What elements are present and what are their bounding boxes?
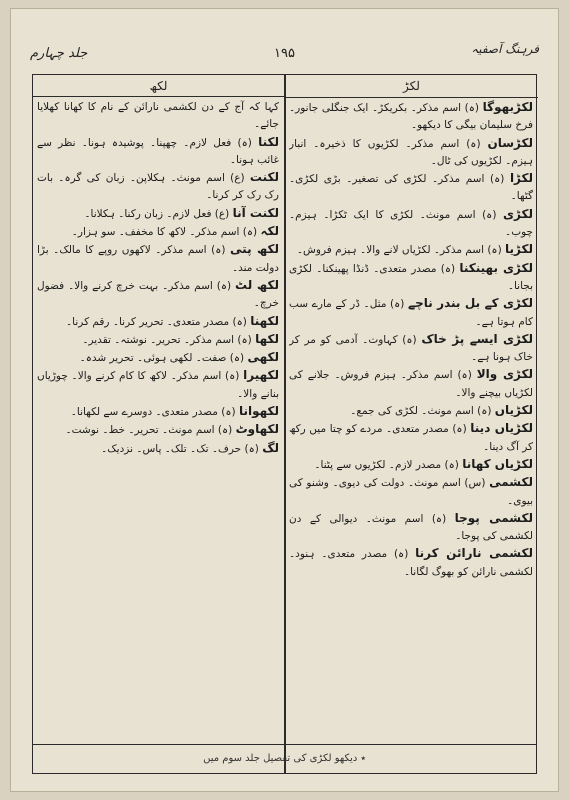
entry-definition: (ہ) مصدر لازم۔ لکڑیوں سے پٹنا۔: [314, 458, 459, 471]
right-column-heading: لکڑ: [285, 75, 538, 98]
dictionary-entry: [37, 99, 279, 134]
entry-headword: لکھ پتی: [230, 242, 279, 257]
entry-headword: لکنت: [249, 170, 279, 185]
entry-definition: (ہ) اسم مونث۔ لکڑی کا ایک ٹکڑا۔ ہیزم۔ چوب۔: [289, 208, 533, 239]
entry-definition: (ہ) اسم مونث۔ دیوالی کے دن لکشمی کی پوجا۔: [289, 512, 533, 543]
dictionary-entry: [37, 205, 279, 223]
right-column: [289, 99, 533, 743]
column-divider: [284, 75, 286, 773]
entry-headword: لگ: [262, 440, 279, 455]
dictionary-entry: [37, 134, 279, 170]
entry-headword: لکڑیاں دینا: [470, 421, 533, 436]
entry-definition: (ہ) اسم مذکر۔ لاکھ کا کام کرنے والا۔ چوڑیاں بنانے والا۔: [37, 370, 279, 400]
left-column: [37, 99, 279, 743]
page-header: [30, 38, 539, 66]
dictionary-entry: [289, 366, 533, 402]
entry-headword: لکھوانا: [238, 404, 279, 419]
dictionary-entry: [37, 277, 279, 313]
dictionary-entry: [289, 260, 533, 296]
entry-headword: لکڑی ایسے پڑ خاک: [421, 331, 533, 346]
entry-headword: لکھیرا: [243, 368, 279, 383]
entry-definition: (ہ) صفت۔ لکھی ہوئی۔ تحریر شدہ۔: [79, 352, 245, 365]
entry-definition: (ہ) اسم مذکر۔ بہت خرچ کرنے والا۔ فضول خرچ۔: [37, 279, 279, 310]
entry-definition: (ہ) مصدر متعدی۔ ڈنڈا پھینکنا۔ لکڑی بجانا۔: [289, 262, 533, 292]
entry-definition: (ہ) مثل۔ ڈر کے مارے سب کام ہوتا ہے۔: [289, 298, 533, 328]
entry-definition: (س) اسم مونث۔ دولت کی دیوی۔ وشنو کی بیوی۔: [289, 477, 533, 507]
dictionary-entry: [37, 367, 279, 403]
entry-headword: لکڑی والا: [476, 367, 533, 382]
entry-definition: (ہ) مصدر متعدی۔ دوسرے سے لکھانا۔: [70, 406, 236, 419]
dictionary-entry: [289, 420, 533, 456]
footer-note: ٭ دیکھو لکڑی کی تفصیل جلد سوم میں: [203, 753, 366, 764]
entry-headword: لکشمی: [489, 475, 533, 490]
dictionary-entry: [37, 313, 279, 331]
dictionary-entry: [37, 440, 279, 458]
dictionary-entry: [37, 241, 279, 277]
entry-headword: لکڑی: [503, 206, 533, 221]
entry-headword: لکشمی پوجا: [454, 510, 533, 525]
dictionary-entry: [37, 403, 279, 421]
entry-definition: (ہ) مصدر متعدی۔ تحریر کرنا۔ رقم کرنا۔: [66, 315, 247, 328]
dictionary-entry: [289, 510, 533, 546]
dictionary-entry: [37, 223, 279, 241]
entry-definition: (ہ) اسم مذکر۔ تحریر۔ نوشتہ۔ تقدیر۔: [82, 333, 252, 346]
dictionary-entry: [289, 331, 533, 367]
entry-definition: (ہ) مصدر متعدی۔ مردے کو چتا میں رکھ کر آگ دینا۔: [289, 423, 533, 453]
dictionary-entry: [37, 331, 279, 349]
dictionary-entry: [289, 241, 533, 259]
entry-definition: (ہ) اسم مذکر۔ لاکھوں روپے کا مالک۔ بڑا دولت مند۔: [37, 244, 279, 274]
entry-definition: (ہ) مصدر متعدی۔ ہنود۔ لکشمی نارائن کو بھوگ لگانا۔: [289, 548, 533, 578]
entry-definition: (ہ) اسم مذکر۔ لکڑیوں کا ذخیرہ۔ انبار ہیزم۔ لکڑیوں کی ٹال۔: [289, 137, 533, 167]
entry-definition: کہا کہ آج کے دن لکشمی نارائن کے نام کا کھانا کھلایا جائے۔: [37, 101, 279, 131]
entry-definition: (ع) اسم مونث۔ ہکلاپن۔ زبان کی گرہ۔ بات رک رک کر کرنا۔: [37, 172, 279, 202]
entry-definition: (ع) فعل لازم۔ زبان رکنا۔ ہکلانا۔: [84, 207, 230, 220]
dictionary-entry: [289, 474, 533, 510]
book-title: فرہنگ آصفیہ: [471, 42, 539, 56]
entry-definition: (ہ) اسم مذکر۔ ہیزم فروش۔ جلانے کی لکڑیاں بیچنے والا۔: [289, 369, 533, 399]
entry-definition: (ہ) اسم مذکر۔ لاکھ کا مخفف۔ سو ہزار۔: [71, 226, 258, 239]
page-footer: [33, 744, 536, 773]
volume-label: جلد چہارم: [30, 46, 88, 61]
left-column-heading: لکھ: [33, 75, 285, 97]
entry-headword: لکہ: [260, 224, 279, 239]
entry-headword: لکھ لٹ: [234, 277, 279, 292]
entry-headword: لکڑسان: [487, 135, 533, 150]
entry-headword: لکھی: [247, 350, 279, 365]
dictionary-entry: [37, 421, 279, 439]
entry-headword: لکشمی نارائن کرنا: [415, 546, 533, 561]
entry-headword: لکھاوٹ: [235, 422, 279, 437]
entry-definition: (ہ) حرف۔ تک۔ تلک۔ پاس۔ نزدیک۔: [101, 442, 259, 455]
dictionary-entry: [289, 170, 533, 206]
entry-headword: لکھا: [255, 331, 279, 346]
entry-headword: لکڑا: [509, 171, 533, 186]
entry-headword: لکھنا: [250, 313, 279, 328]
entry-definition: (ہ) اسم مونث۔ لکڑی کی جمع۔: [350, 405, 492, 418]
entry-definition: (ہ) اسم مذکر۔ لکڑیاں لانے والا۔ ہیزم فروش۔: [296, 244, 502, 257]
text-frame: [32, 74, 537, 774]
dictionary-entry: [289, 402, 533, 420]
entry-definition: (ہ) اسم مذکر۔ بکریکڑ۔ ایک جنگلی جانور۔ فرخ سلیمان بیگی کا دیکھو۔: [289, 102, 533, 132]
entry-definition: (ہ) اسم مونث۔ تحریر۔ خط۔ نوشت۔: [65, 424, 233, 437]
dictionary-entry: [37, 349, 279, 367]
entry-definition: (ہ) کہاوت۔ آدمی کو مر کر خاک ہونا ہے۔: [289, 333, 533, 364]
entry-definition: (ہ) فعل لازم۔ چھپنا۔ پوشیدہ ہونا۔ نظر سے غائب ہونا۔: [37, 136, 279, 166]
entry-headword: لکڑی کے بل بندر ناچے: [408, 296, 533, 311]
entry-headword: لکڑبھوگا: [482, 100, 533, 114]
page-number: ۱۹۵: [274, 46, 295, 61]
entry-definition: (ہ) اسم مذکر۔ لکڑی کی تصغیر۔ بڑی لکڑی۔ گٹھا۔: [289, 173, 533, 203]
dictionary-page: [10, 8, 559, 792]
dictionary-entry: [289, 135, 533, 171]
entry-headword: لکڑیاں کھانا: [462, 456, 533, 471]
dictionary-entry: [289, 99, 533, 135]
entry-headword: لکڑیاں: [494, 403, 533, 418]
entry-headword: لکنا: [258, 134, 279, 149]
dictionary-entry: [289, 545, 533, 581]
entry-headword: لکڑی بھینکنا: [459, 260, 533, 275]
dictionary-entry: [289, 295, 533, 331]
entry-headword: لکڑیا: [505, 242, 533, 257]
dictionary-entry: [289, 206, 533, 242]
dictionary-entry: [289, 456, 533, 474]
entry-headword: لکنت آنا: [232, 205, 279, 220]
dictionary-entry: [37, 169, 279, 205]
